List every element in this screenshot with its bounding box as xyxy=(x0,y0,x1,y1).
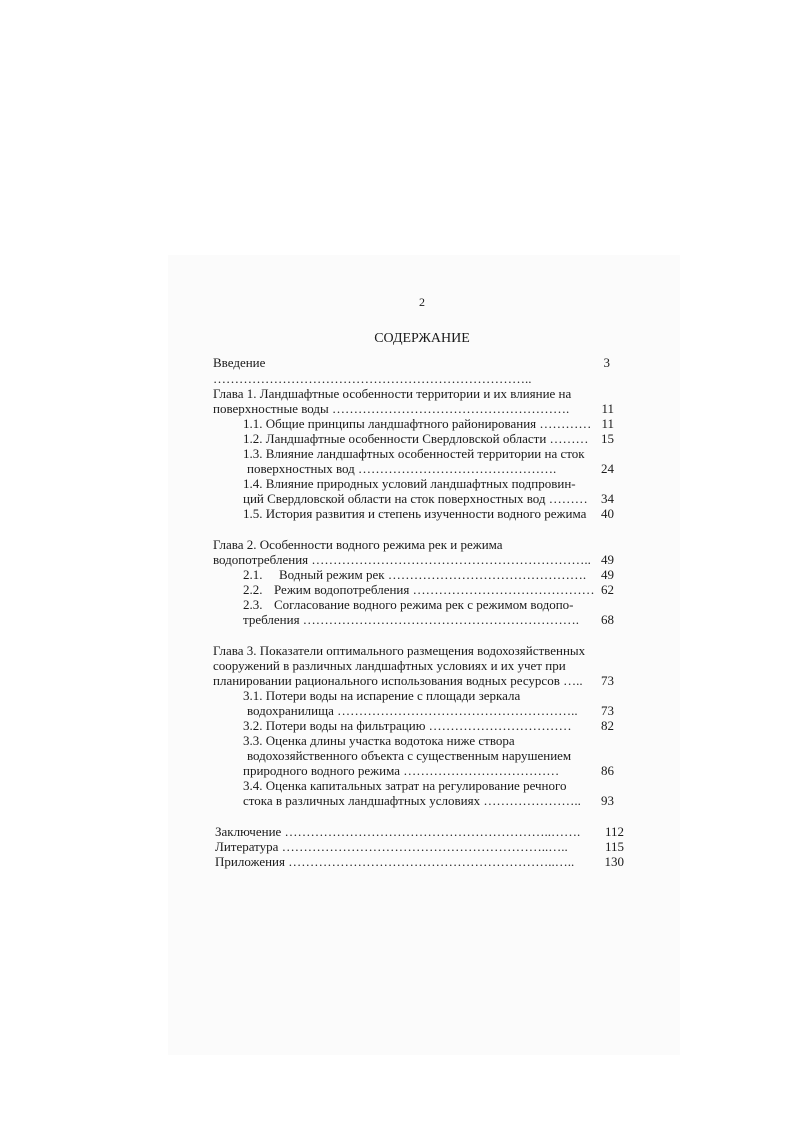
toc-ch2-title-line1: Глава 2. Особенности водного режима рек и режима xyxy=(213,537,503,552)
toc-3-3-page: 86 xyxy=(601,763,614,778)
toc-intro-page: 3 xyxy=(603,355,610,370)
toc-2-3-page: 68 xyxy=(601,612,614,627)
toc-3-3-line1: 3.3. Оценка длины участка водотока ниже створа xyxy=(243,733,515,748)
toc-2-2-page: 62 xyxy=(601,582,614,597)
toc-1-1-label: 1.1. Общие принципы ландшафтного районирования ………… xyxy=(243,416,592,431)
toc-3-4-line2: стока в различных ландшафтных условиях ………………….. xyxy=(243,793,581,808)
toc-1-4-line1: 1.4. Влияние природных условий ландшафтных подпровин- xyxy=(243,476,576,491)
toc-2-1-page: 49 xyxy=(601,567,614,582)
toc-ch3-title-line1: Глава 3. Показатели оптимального размещения водохозяйственных xyxy=(213,643,586,658)
toc-3-4-page: 93 xyxy=(601,793,614,808)
toc-2-3-line1: Согласование водного режима рек с режимом водопо- xyxy=(274,597,574,612)
toc-literature-page: 115 xyxy=(604,839,624,854)
toc-2-2-num: 2.2. xyxy=(243,582,263,597)
toc-intro-dots: ……………………………………………………………….. xyxy=(213,371,532,386)
toc-1-4-line2: ций Свердловской области на сток поверхностных вод ……… xyxy=(243,491,588,506)
toc-ch2-page: 49 xyxy=(601,552,614,567)
toc-1-1-page: 11 xyxy=(601,416,614,431)
toc-1-4-page: 34 xyxy=(601,491,614,506)
toc-2-2-label: Режим водопотребления …………………………………… xyxy=(274,582,595,597)
toc-3-1-line1: 3.1. Потери воды на испарение с площади зеркала xyxy=(243,688,521,703)
toc-conclusion-page: 112 xyxy=(604,824,624,839)
toc-ch1-title-line2: поверхностные воды ………………………………………………. xyxy=(213,401,570,416)
toc-1-3-line2: поверхностных вод ………………………………………. xyxy=(247,461,557,476)
toc-1-3-line1: 1.3. Влияние ландшафтных особенностей территории на сток xyxy=(243,446,585,461)
toc-ch3-title-line3: планировании рационального использования водных ресурсов ….. xyxy=(213,673,583,688)
toc-appendix-page: 130 xyxy=(604,854,624,869)
toc-ch2-title-line2: водопотребления ……………………………………………………….. xyxy=(213,552,591,567)
toc-literature-label: Литература ……………………………………………………..….. xyxy=(215,839,568,854)
toc-2-1-num: 2.1. xyxy=(243,567,263,582)
toc-3-2-label: 3.2. Потери воды на фильтрацию …………………………… xyxy=(243,718,572,733)
toc-ch3-page: 73 xyxy=(601,673,614,688)
page-title: СОДЕРЖАНИЕ xyxy=(374,331,470,346)
toc-2-3-num: 2.3. xyxy=(243,597,263,612)
toc-1-5-page: 40 xyxy=(601,506,614,521)
toc-1-2-page: 15 xyxy=(601,431,614,446)
toc-3-4-line1: 3.4. Оценка капитальных затрат на регулирование речного xyxy=(243,778,567,793)
toc-3-3-line3: природного водного режима ……………………………… xyxy=(243,763,560,778)
toc-ch1-page: 11 xyxy=(601,401,614,416)
toc-appendix-label: Приложения ……………………………………………………..….. xyxy=(215,854,575,869)
toc-2-1-label: Водный режим рек ………………………………………. xyxy=(279,567,587,582)
toc-3-1-page: 73 xyxy=(601,703,614,718)
toc-conclusion-label: Заключение ……………………………………………………..……. xyxy=(215,824,581,839)
toc-3-3-line2: водохозяйственного объекта с существенным нарушением xyxy=(247,748,572,763)
toc-ch1-title-line1: Глава 1. Ландшафтные особенности территории и их влияние на xyxy=(213,386,572,401)
toc-3-2-page: 82 xyxy=(601,718,614,733)
toc-1-5-label: 1.5. История развития и степень изученности водного режима xyxy=(243,506,587,521)
toc-1-3-page: 24 xyxy=(601,461,614,476)
toc-intro-label: Введение xyxy=(213,355,266,370)
toc-1-2-label: 1.2. Ландшафтные особенности Свердловской области ……… xyxy=(243,431,589,446)
toc-2-3-line2: требления ………………………………………………………. xyxy=(243,612,580,627)
page-number: 2 xyxy=(419,295,425,309)
toc-ch3-title-line2: сооружений в различных ландшафтных условиях и их учет при xyxy=(213,658,566,673)
toc-3-1-line2: водохранилища ……………………………………………….. xyxy=(247,703,578,718)
